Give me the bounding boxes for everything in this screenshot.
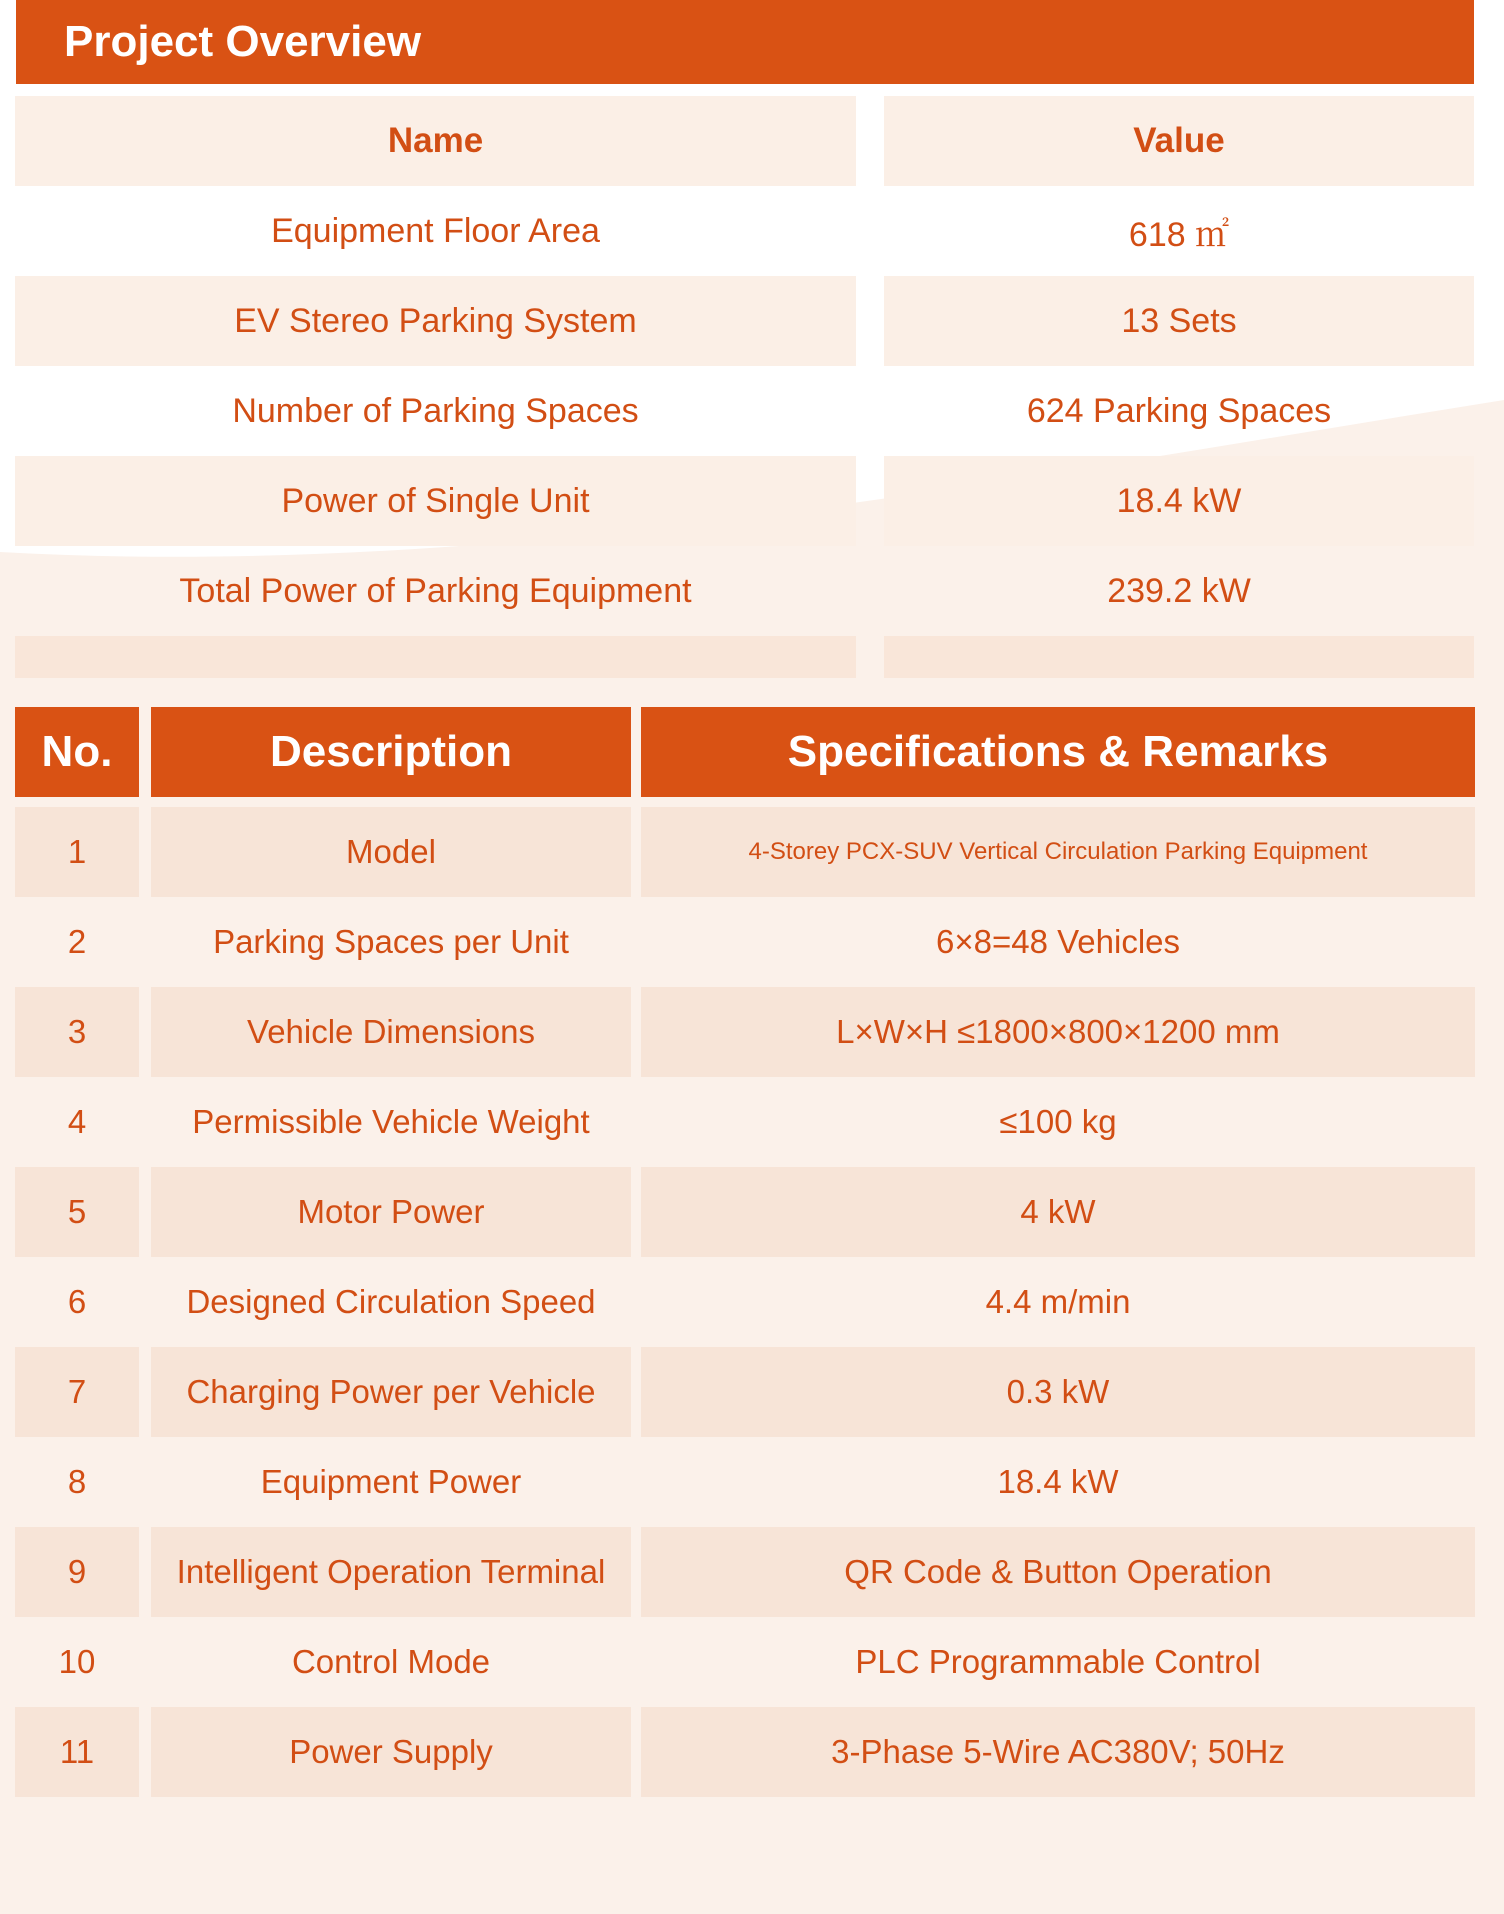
spec-value-cell: ≤100 kg: [999, 1103, 1117, 1140]
spec-no-cell: 7: [15, 1347, 139, 1437]
overview-value-cell: 18.4 kW: [884, 456, 1474, 546]
spec-no-cell: 2: [67, 923, 87, 960]
spec-no-cell: 11: [15, 1707, 139, 1797]
table-row: [15, 1077, 1475, 1167]
spec-value-cell: 18.4 kW: [997, 1463, 1119, 1500]
spec-no-cell: 3: [15, 987, 139, 1077]
overview-footer-row: [15, 636, 1475, 678]
table-row: [15, 987, 1475, 1077]
spec-description-cell: Permissible Vehicle Weight: [192, 1103, 590, 1140]
spec-description-cell: Equipment Power: [260, 1463, 522, 1500]
overview-header-name: Name: [15, 96, 856, 186]
spec-no-cell: 8: [67, 1463, 87, 1500]
table-row: [15, 1437, 1475, 1527]
table-row: [15, 1347, 1475, 1437]
spec-description-cell: Model: [151, 807, 631, 897]
overview-name-cell: EV Stereo Parking System: [15, 276, 856, 366]
spec-value-cell: 4-Storey PCX-SUV Vertical Circulation Parking Equipment: [641, 807, 1475, 897]
overview-row: [15, 546, 1475, 636]
spec-value-cell: 4 kW: [641, 1167, 1475, 1257]
overview-footer-cell: [884, 636, 1474, 678]
spec-no-cell: 4: [67, 1103, 87, 1140]
table-row: [15, 897, 1475, 987]
spec-header-description: Description: [151, 707, 631, 797]
spec-description-cell: Charging Power per Vehicle: [151, 1347, 631, 1437]
spec-value-cell: 6×8=48 Vehicles: [935, 923, 1181, 960]
overview-header-row: [15, 96, 1475, 186]
table-row: [15, 1257, 1475, 1347]
spec-description-cell: Parking Spaces per Unit: [213, 923, 569, 960]
page-title: Project Overview: [16, 0, 1474, 84]
spec-description-cell: Intelligent Operation Terminal: [151, 1527, 631, 1617]
overview-value-cell: 624 Parking Spaces: [1026, 391, 1332, 430]
spec-no-cell: 5: [15, 1167, 139, 1257]
overview-row: [15, 456, 1475, 546]
spec-description-cell: Motor Power: [151, 1167, 631, 1257]
overview-row: [15, 276, 1475, 366]
specifications-table: [15, 707, 1475, 1797]
spec-header-no: No.: [15, 707, 139, 797]
overview-value-cell: 618 ㎡: [1128, 215, 1230, 254]
table-row: [15, 1617, 1475, 1707]
spec-description-cell: Power Supply: [151, 1707, 631, 1797]
overview-name-cell: Total Power of Parking Equipment: [179, 571, 692, 610]
overview-value-cell: 239.2 kW: [1107, 571, 1251, 610]
overview-row: [15, 186, 1475, 276]
spec-description-cell: Designed Circulation Speed: [186, 1283, 596, 1320]
overview-name-cell: Number of Parking Spaces: [232, 391, 639, 430]
spec-value-cell: 0.3 kW: [641, 1347, 1475, 1437]
spec-description-cell: Vehicle Dimensions: [151, 987, 631, 1077]
overview-name-cell: Equipment Floor Area: [271, 211, 600, 250]
spec-value-cell: QR Code & Button Operation: [641, 1527, 1475, 1617]
project-overview-table: [15, 96, 1475, 678]
overview-row: [15, 366, 1475, 456]
spec-value-cell: PLC Programmable Control: [855, 1643, 1261, 1680]
spec-value-cell: 4.4 m/min: [985, 1283, 1131, 1320]
spec-no-cell: 10: [58, 1643, 96, 1680]
spec-no-cell: 1: [15, 807, 139, 897]
spec-no-cell: 6: [67, 1283, 87, 1320]
table-row: [15, 807, 1475, 897]
spec-no-cell: 9: [15, 1527, 139, 1617]
spec-description-cell: Control Mode: [291, 1643, 491, 1680]
spec-value-cell: L×W×H ≤1800×800×1200 mm: [641, 987, 1475, 1077]
table-row: [15, 1527, 1475, 1617]
spec-header-specifications: Specifications & Remarks: [641, 707, 1475, 797]
overview-header-value: Value: [884, 96, 1474, 186]
overview-footer-cell: [15, 636, 856, 678]
overview-name-cell: Power of Single Unit: [15, 456, 856, 546]
spec-value-cell: 3-Phase 5-Wire AC380V; 50Hz: [641, 1707, 1475, 1797]
spec-header-row: [15, 707, 1475, 797]
table-row: [15, 1707, 1475, 1797]
table-row: [15, 1167, 1475, 1257]
overview-value-cell: 13 Sets: [884, 276, 1474, 366]
